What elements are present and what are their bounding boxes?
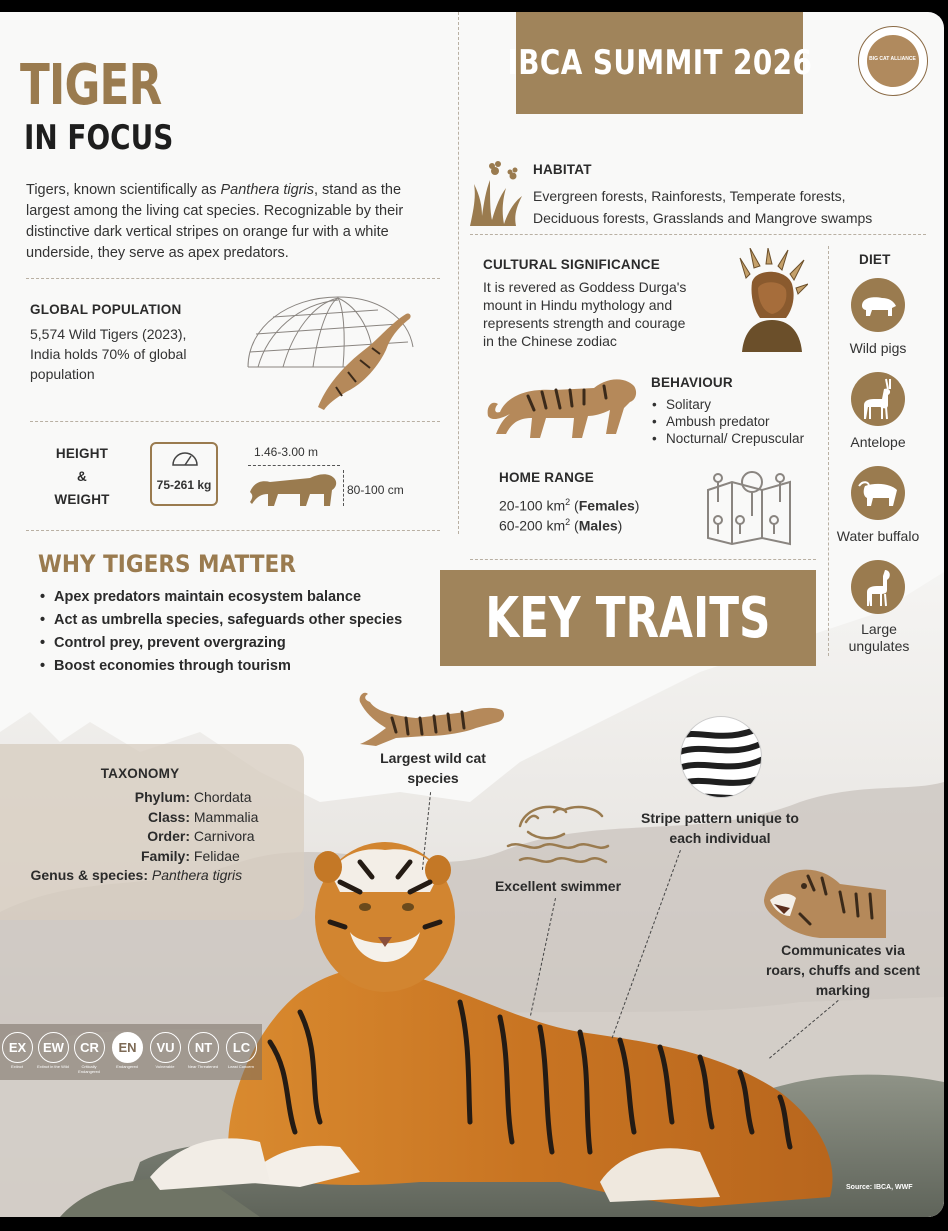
why-item: • Boost economies through tourism [38, 655, 438, 678]
trait-swimmer-label: Excellent swimmer [494, 878, 622, 894]
stripes-glyph [681, 717, 762, 798]
behaviour-item: • Nocturnal/ Crepuscular [650, 430, 825, 447]
swimmer-icon [506, 796, 610, 870]
leaping-tiger-icon [356, 688, 508, 750]
taxonomy-panel [0, 744, 304, 920]
gauge-icon [171, 449, 199, 467]
taxonomy-row [0, 847, 300, 867]
home-range-male-sup: 2 [565, 517, 571, 527]
behaviour-heading: BEHAVIOUR [651, 375, 733, 390]
boar-glyph [858, 292, 898, 318]
iucn-badge: LC [226, 1032, 257, 1063]
diet-heading: DIET [859, 252, 891, 267]
taxonomy-value: Felidae [193, 847, 240, 864]
iucn-badge: EX [2, 1032, 33, 1063]
weight-value: 75-261 kg [156, 478, 212, 492]
water-buffalo-icon [851, 466, 905, 520]
why-item: • Control prey, prevent overgrazing [38, 632, 438, 655]
population-heading: GLOBAL POPULATION [30, 302, 182, 317]
key-traits-banner [440, 570, 816, 666]
habitat-heading: HABITAT [533, 162, 592, 177]
deer-glyph [861, 566, 895, 608]
tiger-silhouette-icon [248, 468, 340, 508]
diet-label: Wild pigs [849, 340, 907, 356]
buffalo-glyph [857, 478, 899, 508]
why-heading: WHY TIGERS MATTER [38, 550, 296, 578]
behaviour-item: • Solitary [650, 396, 825, 413]
roaring-tiger-icon [760, 864, 890, 940]
intro-before: Tigers, known scientifically as [26, 182, 221, 198]
length-dim-line [248, 465, 340, 466]
key-traits-label: KEY TRAITS [485, 585, 771, 651]
summit-banner [507, 12, 812, 114]
iucn-label: Near Threatened [187, 1064, 219, 1069]
taxonomy-heading: TAXONOMY [100, 766, 180, 781]
home-range-female-value: 20-100 km [499, 497, 566, 514]
infographic-card [0, 12, 944, 1217]
intro-text [26, 180, 444, 264]
why-item: • Apex predators maintain ecosystem balance [38, 586, 438, 609]
iucn-label: Least Concern [227, 1064, 254, 1069]
title-tiger: TIGER [20, 53, 162, 118]
taxonomy-rows [0, 788, 300, 886]
home-range-females: 20-100 $km^2$ (Females) [499, 497, 640, 514]
taxonomy-row [0, 788, 300, 808]
population-line-2: India holds 70% of global [30, 346, 187, 362]
cultural-line-1: It is revered as Goddess Durga's [483, 279, 687, 295]
map-pin-icon [704, 468, 794, 548]
antelope-glyph [860, 377, 896, 421]
home-range-males: 60-200 $km^2$ (Males) [499, 517, 623, 534]
habitat-grass-icon [468, 158, 530, 228]
iucn-label: Critically Endangered [78, 1064, 100, 1074]
size-heading-1: HEIGHT [55, 446, 109, 461]
height-value: 80-100 cm [347, 483, 404, 497]
taxonomy-row [0, 808, 300, 828]
home-range-heading: HOME RANGE [499, 470, 595, 485]
taxonomy-row [0, 827, 300, 847]
ungulate-icon [851, 560, 905, 614]
taxonomy-key: Genus & species: [30, 867, 148, 883]
taxonomy-value: Mammalia [193, 808, 259, 825]
cultural-text [483, 278, 719, 350]
size-heading-2: & [77, 469, 87, 484]
divider-diet [828, 246, 829, 656]
population-line-1: 5,574 Wild Tigers (2023), [30, 326, 187, 342]
stripe-pattern-icon [680, 716, 762, 798]
size-heading-3: WEIGHT [54, 492, 110, 507]
cultural-line-2: mount in Hindu mythology and [483, 297, 673, 313]
walking-tiger-icon [484, 368, 639, 444]
taxonomy-key: Order: [147, 828, 190, 844]
population-line-3: population [30, 366, 95, 382]
habitat-line-1: Evergreen forests, Rainforests, Temperate forests, [533, 188, 846, 204]
taxonomy-key: Phylum: [134, 789, 190, 805]
divider-habitat [470, 234, 926, 235]
cultural-line-3: represents strength and courage [483, 315, 686, 331]
iucn-badge-active: EN [112, 1032, 143, 1063]
weight-scale-icon [150, 442, 218, 506]
length-value: 1.46-3.00 m [254, 445, 319, 459]
source-text: Source: IBCA, WWF [846, 1184, 913, 1191]
home-range-female-sup: 2 [565, 497, 571, 507]
cultural-heading: CULTURAL SIGNIFICANCE [483, 257, 660, 272]
iucn-label: Extinct [10, 1064, 23, 1069]
taxonomy-value: Panthera tigris [151, 867, 243, 883]
population-text [30, 324, 230, 384]
diet-label: Antelope [850, 434, 906, 450]
taxonomy-row [0, 866, 300, 886]
divider-intro [26, 278, 440, 279]
iucn-label: Endangered [116, 1064, 138, 1069]
divider-home-range [470, 559, 816, 560]
antelope-icon [851, 372, 905, 426]
home-range-male-label: Males [578, 517, 618, 534]
behaviour-list [650, 396, 825, 447]
taxonomy-key: Class: [147, 808, 190, 825]
iucn-label: Extinct in the Wild [37, 1064, 69, 1069]
iucn-badge: VU [150, 1032, 181, 1063]
size-heading [52, 442, 112, 511]
height-dim-line [343, 470, 344, 506]
divider-population [30, 421, 440, 422]
why-list [38, 586, 438, 678]
headdress-figure-icon [736, 248, 808, 352]
trait-largest-label: Largest wild cat species [380, 750, 486, 786]
home-range-female-label: Females [578, 497, 635, 514]
divider-vertical-main [458, 12, 459, 534]
iucn-badge: NT [188, 1032, 219, 1063]
iucn-label: Vulnerable [155, 1064, 175, 1069]
summit-label: IBCA SUMMIT 2026 [507, 43, 812, 83]
cultural-line-4: in the Chinese zodiac [483, 333, 617, 349]
trait-communicates-label: Communicates via roars, chuffs and scent marking [765, 942, 921, 998]
intro-after: , stand as the largest among the living cat species. Recognizable by their distinctive dark vertical stripes on orange fur with a white underside, they serve as apex predators. [26, 182, 404, 261]
globe-tiger-icon [238, 292, 418, 414]
wild-pig-icon [851, 278, 905, 332]
diet-label: Water buffalo [836, 528, 920, 544]
ibca-logo [858, 26, 928, 96]
taxonomy-value: Carnivora [193, 828, 255, 844]
home-range-male-value: 60-200 km [499, 517, 566, 534]
why-item: • Act as umbrella species, safeguards other species [38, 609, 438, 632]
iucn-badge: EW [38, 1032, 69, 1063]
habitat-text [533, 185, 933, 229]
intro-italic: Panthera tigris [220, 182, 314, 198]
behaviour-item: • Ambush predator [650, 413, 825, 430]
title-in-focus: IN FOCUS [24, 118, 174, 158]
taxonomy-value: Chordata [193, 789, 252, 805]
trait-stripe-label: Stripe pattern unique to each individual [641, 810, 799, 846]
iucn-badge: CR [74, 1032, 105, 1063]
divider-size [26, 530, 440, 531]
diet-label: Large ungulates [848, 621, 910, 654]
ibca-logo-text: BIG CAT ALLIANCE [869, 56, 916, 62]
taxonomy-key: Family: [140, 847, 190, 864]
habitat-line-2: Deciduous forests, Grasslands and Mangrove swamps [533, 210, 873, 226]
